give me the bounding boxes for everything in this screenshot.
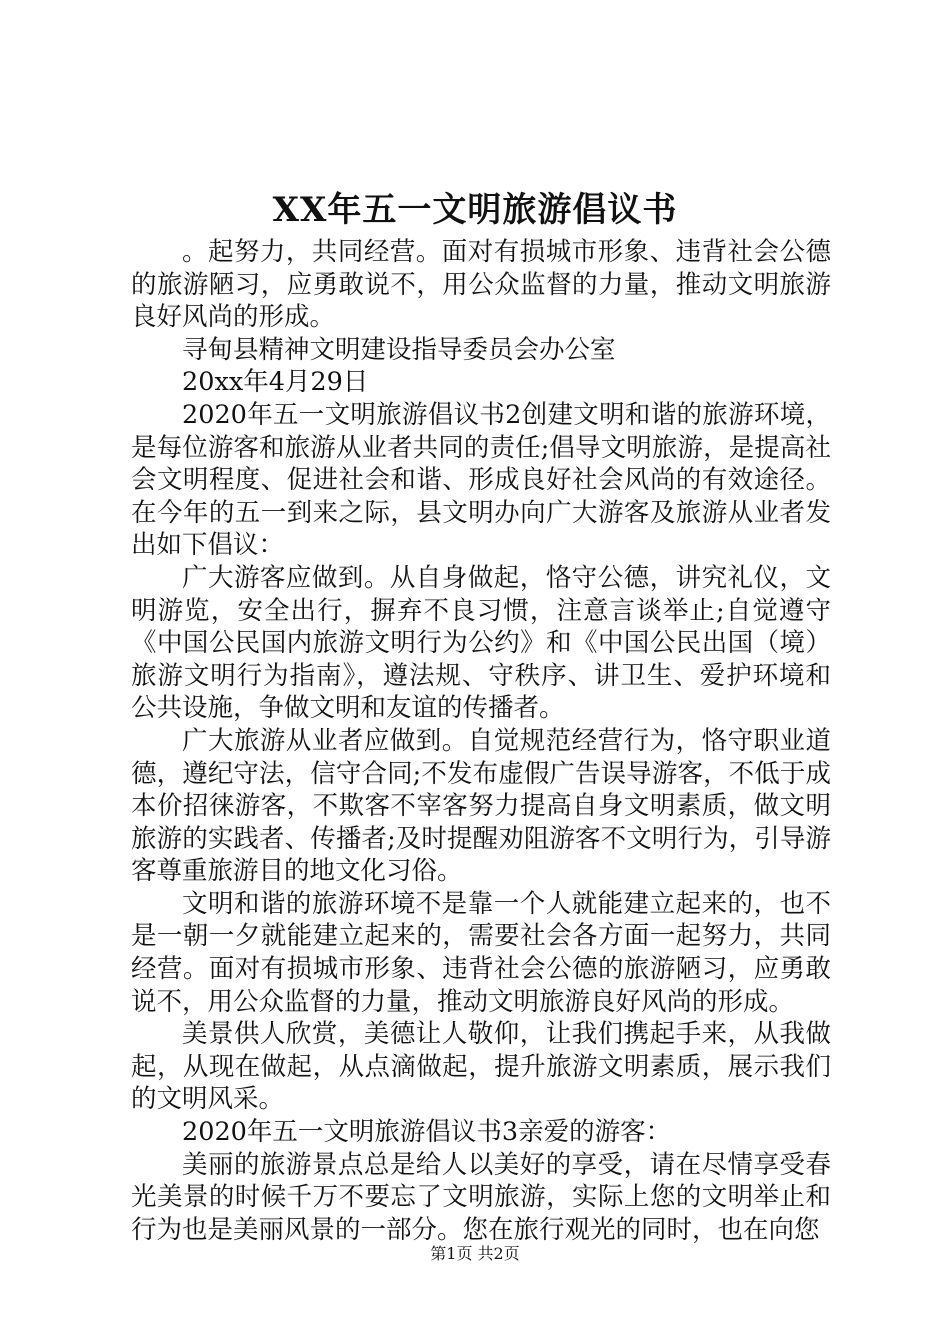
paragraph: 2020年五一文明旅游倡议书2创建文明和谐的旅游环境，是每位游客和旅游从业者共同的责任;倡导文明旅游，是提高社会文明程度、促进社会和谐、形成良好社会风尚的有效途径。在今年的五一到来之际，县文明办向广大游客及旅游从业者发出如下倡议： bbox=[131, 399, 831, 561]
paragraph: 美丽的旅游景点总是给人以美好的享受，请在尽情享受春光美景的时候千万不要忘了文明旅游，实际上您的文明举止和行为也是美丽风景的一部分。您在旅行观光的同时，也在向您 bbox=[131, 1149, 831, 1245]
paragraph: 2020年五一文明旅游倡议书3亲爱的游客： bbox=[182, 1117, 672, 1148]
paragraph: 寻甸县精神文明建设指导委员会办公室 bbox=[182, 334, 616, 365]
paragraph: 广大旅游从业者应做到。自觉规范经营行为，恪守职业道德，遵纪守法，信守合同;不发布虚假广告误导游客，不低于成本价招徕游客，不欺客不宰客努力提高自身文明素质，做文明旅游的实践者、传播者;及时提醒劝阻游客不文明行为，引导游客尊重旅游目的地文化习俗。 bbox=[131, 725, 831, 887]
page-number-footer: 第1页 共2页 bbox=[430, 1244, 520, 1263]
paragraph: 广大游客应做到。从自身做起，恪守公德，讲究礼仪，文明游览，安全出行，摒弃不良习惯，注意言谈举止;自觉遵守《中国公民国内旅游文明行为公约》和《中国公民出国（境）旅游文明行为指南》，遵法规、守秩序、讲卫生、爱护环境和公共设施，争做文明和友谊的传播者。 bbox=[131, 562, 831, 724]
paragraph: 20xx年4月29日 bbox=[182, 367, 369, 398]
document-body bbox=[131, 236, 831, 1246]
paragraph: 文明和谐的旅游环境不是靠一个人就能建立起来的，也不是一朝一夕就能建立起来的，需要社会各方面一起努力，共同经营。面对有损城市形象、违背社会公德的旅游陋习，应勇敢说不，用公众监督的力量，推动文明旅游良好风尚的形成。 bbox=[131, 888, 831, 1017]
paragraph: 美景供人欣赏，美德让人敬仰，让我们携起手来，从我做起，从现在做起，从点滴做起，提升旅游文明素质，展示我们的文明风采。 bbox=[131, 1019, 831, 1115]
document-title: XX年五一文明旅游倡议书 bbox=[272, 190, 678, 230]
paragraph: 。起努力，共同经营。面对有损城市形象、违背社会公德的旅游陋习，应勇敢说不，用公众监督的力量，推动文明旅游良好风尚的形成。 bbox=[131, 237, 831, 333]
